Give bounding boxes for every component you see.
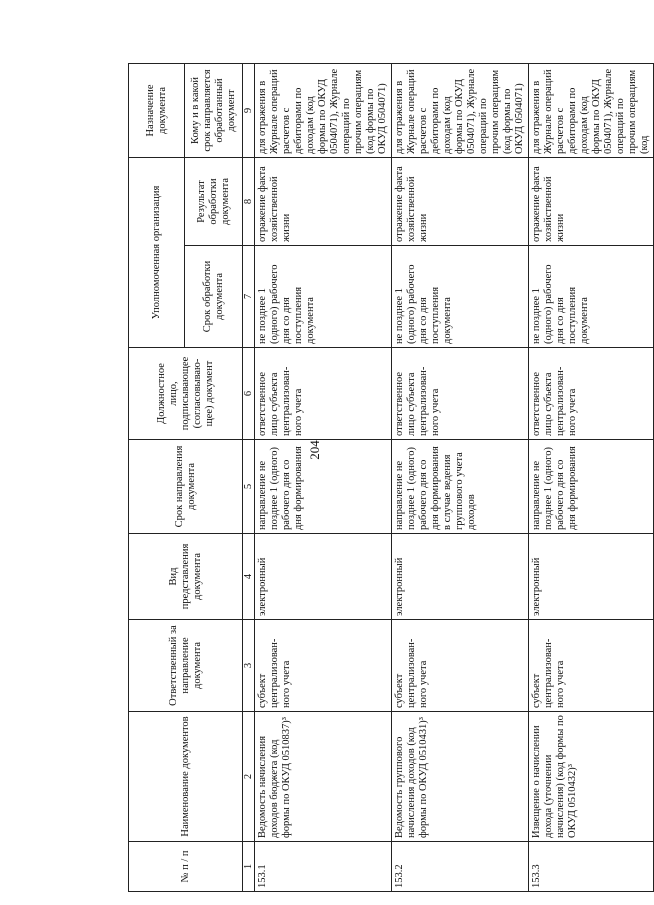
document-table-wrapper — [128, 64, 650, 892]
row-number: 153.1 — [255, 842, 392, 892]
document-name: Ведомость группового начисления доходов (код формы по ОКУД 0510431)³ — [392, 712, 529, 842]
responsible: субъект централизован-ного учета — [392, 620, 529, 712]
responsible: субъект централизован-ного учета — [255, 620, 392, 712]
processing-result: отражение факта хозяйственной жизни — [529, 158, 654, 246]
rotated-table-container — [128, 64, 650, 892]
official: ответственное лицо субъекта централизован-ного учета — [392, 348, 529, 440]
header-number: № п / п — [129, 842, 243, 892]
recipient: для отражения в Журнале операций расчетов с дебиторами по доходам (код формы по ОКУД 0504071), Журнале операций по прочим операциям (код — [529, 64, 654, 158]
document-name: Извещение о начислении дохода (уточнении начисления) (код формы по ОКУД 0510432)³ — [529, 712, 654, 842]
header-processing-result: Результат обработки документа — [185, 158, 243, 246]
official: ответственное лицо субъекта централизован-ного учета — [529, 348, 654, 440]
header-deadline: Срок направления документа — [129, 440, 243, 534]
table-row — [392, 64, 529, 892]
page-number: 204 — [306, 440, 322, 460]
column-number: 3 — [243, 620, 255, 712]
column-number: 1 — [243, 842, 255, 892]
format: электронный — [529, 534, 654, 620]
header-purpose: Назначение документа — [129, 64, 185, 158]
processing-result: отражение факта хозяйственной жизни — [392, 158, 529, 246]
row-number: 153.3 — [529, 842, 654, 892]
deadline: направление не позднее 1 (одного) рабочего дня со дня формирования в случае ведения группового учета доходов — [392, 440, 529, 534]
column-number-row — [243, 64, 255, 892]
column-number: 2 — [243, 712, 255, 842]
header-authorized-org: Уполномоченная организация — [129, 158, 185, 348]
table-row — [529, 64, 654, 892]
responsible: субъект централизован-ного учета — [529, 620, 654, 712]
format: электронный — [392, 534, 529, 620]
format: электронный — [255, 534, 392, 620]
header-document-name: Наименование документов — [129, 712, 243, 842]
processing-result: отражение факта хозяйственной жизни — [255, 158, 392, 246]
header-responsible: Ответственный за направление документа — [129, 620, 243, 712]
column-number: 4 — [243, 534, 255, 620]
processing-term: не позднее 1 (одного) рабочего дня со дня поступления документа — [392, 246, 529, 348]
column-number: 6 — [243, 348, 255, 440]
column-number: 5 — [243, 440, 255, 534]
table-row — [255, 64, 392, 892]
column-number: 7 — [243, 246, 255, 348]
header-row-1 — [129, 64, 185, 892]
document-table — [128, 63, 654, 892]
header-processing-term: Срок обработки документа — [185, 246, 243, 348]
header-recipient: Кому и в какой срок направляется обработанный документ — [185, 64, 243, 158]
deadline: направление не позднее 1 (одного) рабочего дня со дня формирования — [529, 440, 654, 534]
column-number: 8 — [243, 158, 255, 246]
header-format: Вид представления документа — [129, 534, 243, 620]
official: ответственное лицо субъекта централизован-ного учета — [255, 348, 392, 440]
row-number: 153.2 — [392, 842, 529, 892]
deadline: направление не позднее 1 (одного) рабочего дня со дня формирования — [255, 440, 392, 534]
header-official: Должностное лицо, подписывающее (согласовываю-щее) документ — [129, 348, 243, 440]
processing-term: не позднее 1 (одного) рабочего дня со дня поступления документа — [255, 246, 392, 348]
document-name: Ведомость начисления доходов бюджета (код формы по ОКУД 0510837)³ — [255, 712, 392, 842]
recipient: для отражения в Журнале операций расчетов с дебиторами по доходам (код формы по ОКУД 0504071), Журнале операций по прочим операциям (код формы по ОКУД 0504071) — [392, 64, 529, 158]
column-number: 9 — [243, 64, 255, 158]
recipient: для отражения в Журнале операций расчетов с дебиторами по доходам (код формы по ОКУД 0504071), Журнале операций по прочим операциям (код формы по ОКУД 0504071) — [255, 64, 392, 158]
processing-term: не позднее 1 (одного) рабочего дня со дня поступления документа — [529, 246, 654, 348]
